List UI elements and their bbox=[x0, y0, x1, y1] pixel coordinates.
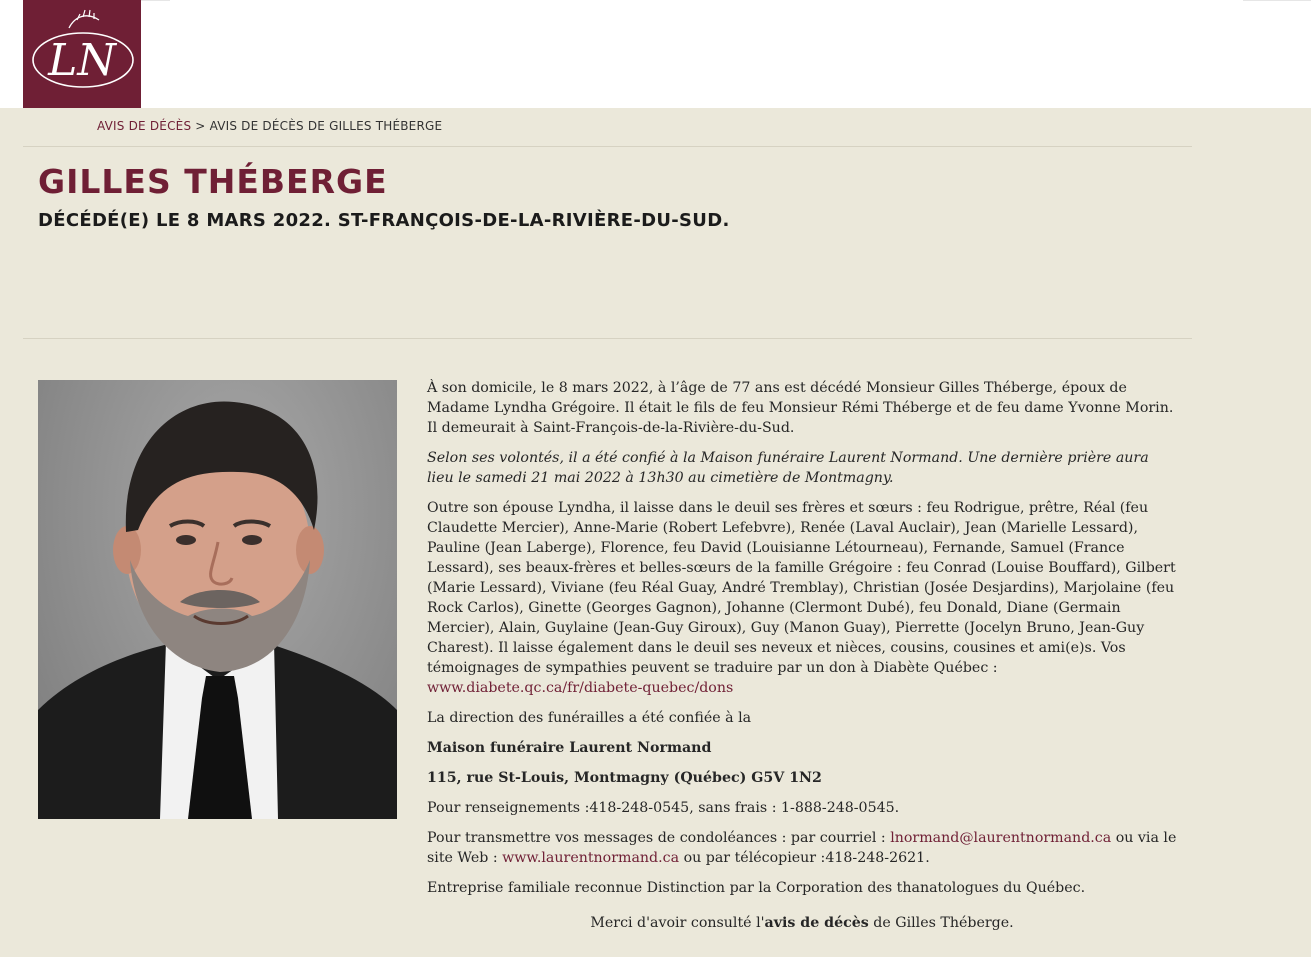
closing-bold: avis de décès bbox=[764, 915, 869, 931]
portrait-photo bbox=[38, 380, 397, 819]
direction-paragraph: La direction des funérailles a été confiée à la bbox=[427, 710, 752, 726]
breadcrumb bbox=[97, 119, 442, 133]
breadcrumb-current: AVIS DE DÉCÈS DE GILLES THÉBERGE bbox=[209, 119, 443, 133]
condolences-paragraph bbox=[427, 828, 1177, 868]
funeral-home-address: 115, rue St-Louis, Montmagny (Québec) G5V 1N2 bbox=[427, 770, 822, 786]
closing-text-2: de Gilles Théberge. bbox=[868, 915, 1014, 931]
obituary-text bbox=[427, 378, 1177, 943]
header-divider-left bbox=[141, 0, 170, 1]
family-text: Outre son épouse Lyndha, il laisse dans le deuil ses frères et sœurs : feu Rodrigue, prêtre, Réal (feu Claudette Mercier), Anne-Marie (Robert Lefebvre), Renée (Laval Auclair), Jean (Marielle Lessard), Pauline (Jean Laberge), Florence, feu David (Louisianne Létourneau), Fernande, Samuel (France Lessard), ses beaux-frères et belles-sœurs de la famille Grégoire : feu Conrad (Louise Bouffard), Gilbert (Marie Lessard), Viviane (feu Réal Guay, André Tremblay), Christian (Josée Desjardins), Marjolaine (feu Rock Carlos), Ginette (Georges Gagnon), Johanne (Clermont Dubé), feu Donald, Diane (Germain Mercier), Alain, Guylaine (Jean-Guy Giroux), Guy (Manon Guay), Pierrette (Jocelyn Bruno, Jean-Guy Charest). Il laisse également dans le deuil ses neveux et nièces, cousins, cousines et ami(e)s. Vos témoignages de sympathies peuvent se traduire par un don à Diabète Québec : bbox=[427, 500, 1176, 676]
logo-emblem-icon bbox=[23, 0, 141, 108]
divider-top bbox=[23, 146, 1192, 147]
site-header bbox=[0, 0, 1311, 108]
death-info-subtitle: DÉCÉDÉ(E) LE 8 MARS 2022. ST-FRANÇOIS-DE-LA-RIVIÈRE-DU-SUD. bbox=[38, 210, 730, 231]
fax-text: ou par télécopieur :418-248-2621. bbox=[679, 850, 930, 866]
closing-paragraph bbox=[427, 913, 1177, 933]
email-link[interactable]: lnormand@laurentnormand.ca bbox=[890, 830, 1112, 846]
website-link[interactable]: www.laurentnormand.ca bbox=[502, 850, 680, 866]
ceremony-paragraph: Selon ses volontés, il a été confié à la Maison funéraire Laurent Normand. Une dernière prière aura lieu le samedi 21 mai 2022 à 13h30 au cimetière de Montmagny. bbox=[427, 450, 1149, 486]
family-paragraph bbox=[427, 498, 1177, 698]
condolences-text: Pour transmettre vos messages de condoléances : par courriel : bbox=[427, 830, 891, 846]
breadcrumb-separator: > bbox=[195, 119, 206, 133]
funeral-home-name: Maison funéraire Laurent Normand bbox=[427, 740, 712, 756]
site-logo[interactable] bbox=[23, 0, 141, 108]
header-divider-right bbox=[1243, 0, 1311, 1]
donation-link[interactable]: www.diabete.qc.ca/fr/diabete-quebec/dons bbox=[427, 680, 734, 696]
closing-text: Merci d'avoir consulté l' bbox=[590, 915, 765, 931]
condolences-text-2: ou via le site Web : bbox=[427, 830, 1177, 866]
divider-bottom bbox=[23, 338, 1192, 339]
svg-text:LN: LN bbox=[48, 35, 116, 86]
distinction-paragraph: Entreprise familiale reconnue Distinction par la Corporation des thanatologues du Québec. bbox=[427, 880, 1086, 896]
contact-phone-paragraph: Pour renseignements :418-248-0545, sans frais : 1-888-248-0545. bbox=[427, 800, 900, 816]
breadcrumb-home-link[interactable]: AVIS DE DÉCÈS bbox=[97, 119, 192, 133]
page-title: GILLES THÉBERGE bbox=[38, 162, 388, 201]
obituary-paragraph: À son domicile, le 8 mars 2022, à l’âge de 77 ans est décédé Monsieur Gilles Théberge, époux de Madame Lyndha Grégoire. Il était le fils de feu Monsieur Rémi Théberge et de feu dame Yvonne Morin. Il demeurait à Saint-François-de-la-Rivière-du-Sud. bbox=[427, 380, 1174, 436]
